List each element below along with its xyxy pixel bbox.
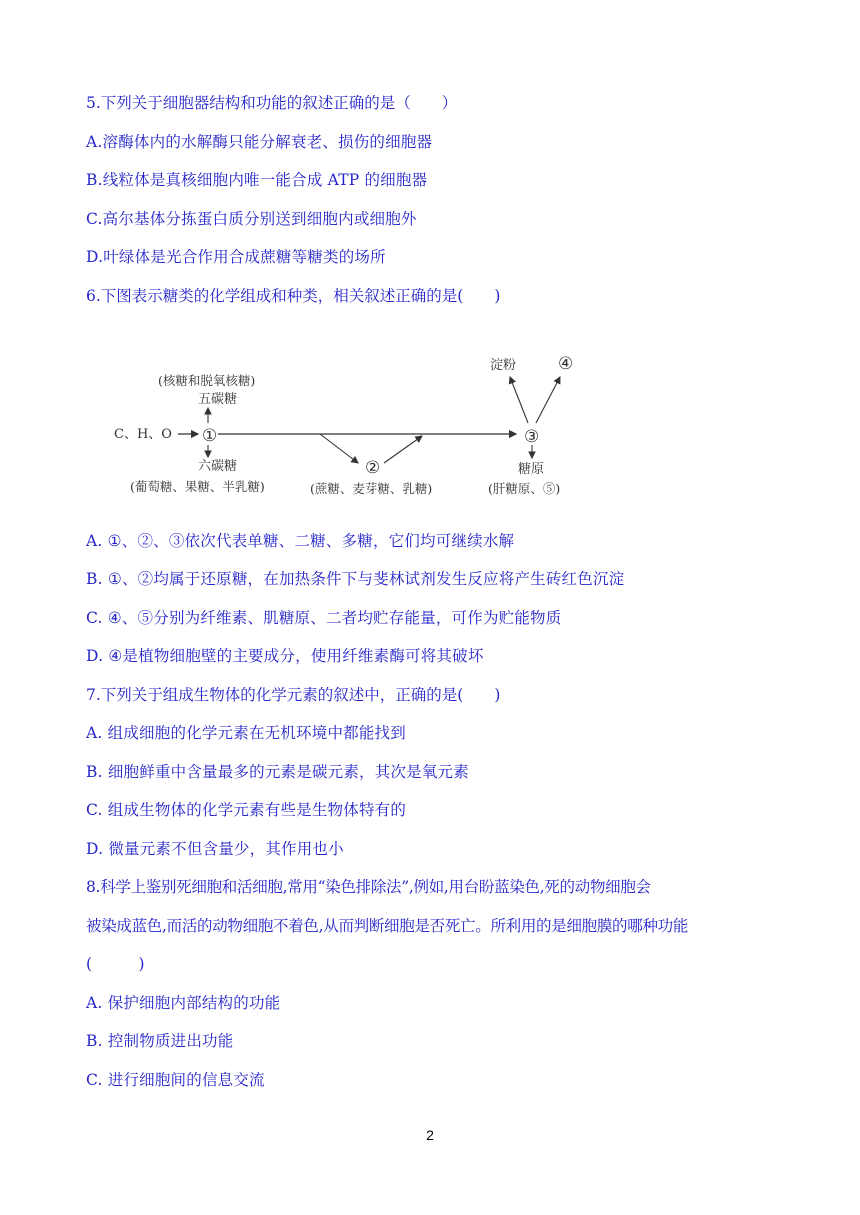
q6-option-c: C. ④、⑤分别为纤维素、肌糖原、二者均贮存能量，可作为贮能物质 bbox=[86, 609, 562, 627]
node2-to-main-arrow bbox=[384, 436, 422, 463]
node3-to-starch-arrow bbox=[510, 377, 528, 423]
hexose-examples-label: (葡萄糖、果糖、半乳糖) bbox=[130, 479, 265, 494]
q8-option-b: B. 控制物质进出功能 bbox=[86, 1032, 234, 1050]
q6-option-d: D. ④是植物细胞壁的主要成分，使用纤维素酶可将其破坏 bbox=[86, 647, 484, 665]
q8-stem-line2: 被染成蓝色,而活的动物细胞不着色,从而判断细胞是否死亡。所利用的是细胞膜的哪种功能 bbox=[86, 917, 689, 935]
node-3: ③ bbox=[524, 427, 540, 447]
node3-to-node4-arrow bbox=[536, 377, 560, 423]
q6-option-a: A. ①、②、③依次代表单糖、二糖、多糖，它们均可继续水解 bbox=[86, 532, 515, 550]
node-2: ② bbox=[365, 458, 381, 478]
q5-stem: 5.下列关于细胞器结构和功能的叙述正确的是（ ） bbox=[86, 94, 458, 112]
to-node2-arrow bbox=[320, 434, 358, 463]
q5-option-c: C.高尔基体分拣蛋白质分别送到细胞内或细胞外 bbox=[86, 210, 417, 228]
glycogen-examples-label: (肝糖原、⑤) bbox=[488, 481, 561, 496]
starch-label: 淀粉 bbox=[490, 358, 517, 373]
node-4: ④ bbox=[558, 354, 574, 374]
q5-option-d: D.叶绿体是光合作用合成蔗糖等糖类的场所 bbox=[86, 248, 386, 266]
pentose-label: 五碳糖 bbox=[198, 392, 238, 407]
node-1: ① bbox=[202, 426, 218, 446]
glycogen-label: 糖原 bbox=[518, 462, 545, 477]
pentose-examples-label: (核糖和脱氧核糖) bbox=[158, 373, 256, 388]
q7-option-a: A. 组成细胞的化学元素在无机环境中都能找到 bbox=[86, 724, 406, 742]
q6-option-b: B. ①、②均属于还原糖，在加热条件下与斐林试剂发生反应将产生砖红色沉淀 bbox=[86, 570, 625, 588]
q5-option-a: A.溶酶体内的水解酶只能分解衰老、损伤的细胞器 bbox=[86, 133, 433, 151]
q8-stem-line3: ( ) bbox=[86, 955, 145, 973]
disaccharide-examples-label: (蔗糖、麦芽糖、乳糖) bbox=[310, 481, 433, 496]
hexose-label: 六碳糖 bbox=[198, 459, 238, 474]
q8-option-c: C. 进行细胞间的信息交流 bbox=[86, 1071, 265, 1089]
q8-stem-line1: 8.科学上鉴别死细胞和活细胞,常用“染色排除法”,例如,用台盼蓝染色,死的动物细胞会 bbox=[86, 878, 651, 896]
q7-option-c: C. 组成生物体的化学元素有些是生物体特有的 bbox=[86, 801, 407, 819]
q6-stem: 6.下图表示糖类的化学组成和种类，相关叙述正确的是( ) bbox=[86, 287, 501, 305]
q7-option-d: D. 微量元素不但含量少，其作用也小 bbox=[86, 840, 344, 858]
sugar-classification-diagram bbox=[100, 345, 600, 510]
page-number: 2 bbox=[426, 1127, 434, 1143]
q8-option-a: A. 保护细胞内部结构的功能 bbox=[86, 994, 281, 1012]
q5-option-b: B.线粒体是真核细胞内唯一能合成 ATP 的细胞器 bbox=[86, 171, 428, 189]
q7-option-b: B. 细胞鲜重中含量最多的元素是碳元素，其次是氧元素 bbox=[86, 763, 469, 781]
q7-stem: 7.下列关于组成生物体的化学元素的叙述中，正确的是( ) bbox=[86, 686, 501, 704]
elements-label: C、H、O bbox=[114, 427, 172, 442]
